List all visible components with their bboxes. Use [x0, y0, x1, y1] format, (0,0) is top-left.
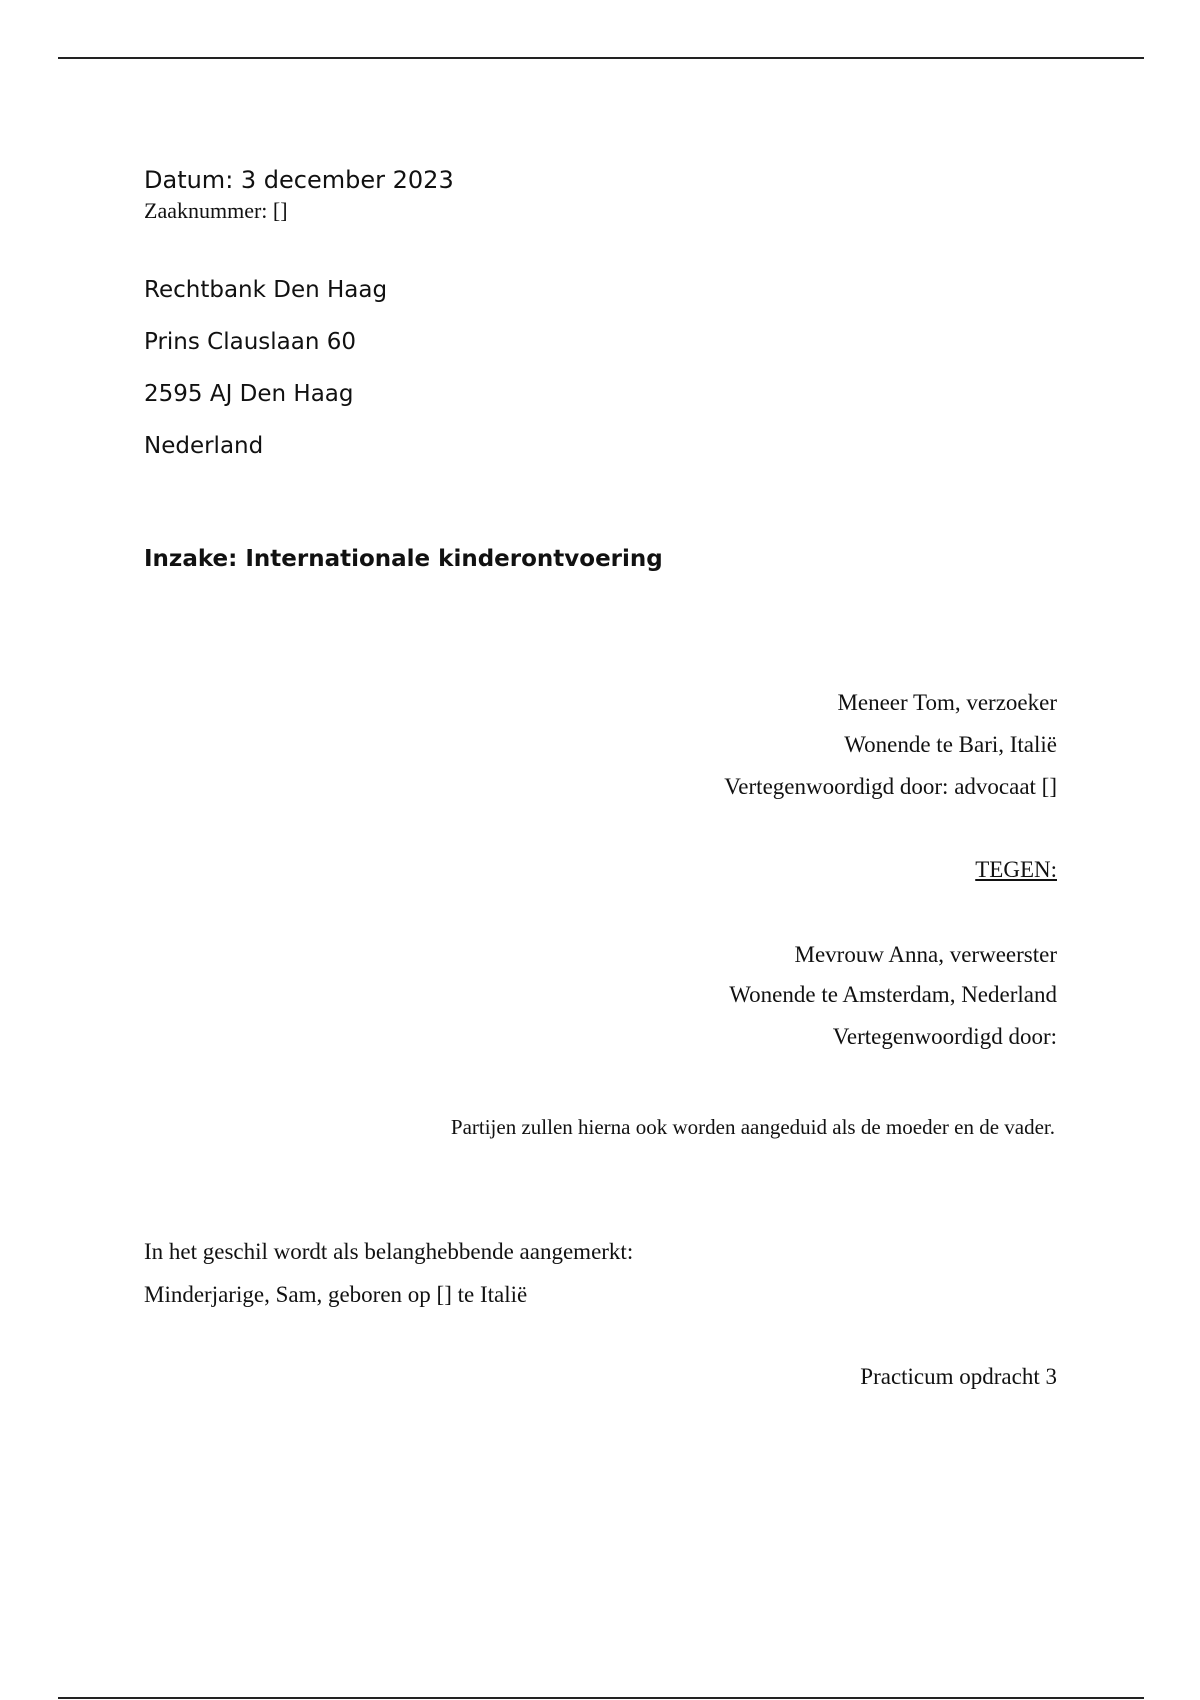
- requester-line: Wonende te Bari, Italië: [844, 732, 1057, 757]
- respondent-line: Vertegenwoordigd door:: [832, 1024, 1057, 1049]
- bottom-rule: [58, 1697, 1144, 1699]
- respondent-line: Mevrouw Anna, verweerster: [794, 942, 1057, 967]
- requester-line: Meneer Tom, verzoeker: [837, 690, 1057, 715]
- parties-note: Partijen zullen hierna ook worden aangeduid als de moeder en de vader.: [450, 1115, 1055, 1139]
- interested-party-line: In het geschil wordt als belanghebbende aangemerkt:: [144, 1239, 634, 1264]
- subject-heading: Inzake: Internationale kinderontvoering: [144, 546, 663, 572]
- document-date: Datum: 3 december 2023: [144, 166, 454, 194]
- versus-label: TEGEN:: [975, 857, 1057, 882]
- interested-party-line: Minderjarige, Sam, geboren op [] te Italië: [144, 1282, 528, 1307]
- case-number: Zaaknummer: []: [144, 198, 288, 223]
- respondent-line: Wonende te Amsterdam, Nederland: [729, 982, 1057, 1007]
- practicum-label: Practicum opdracht 3: [860, 1364, 1057, 1389]
- addressee-line: Prins Clauslaan 60: [144, 329, 357, 355]
- requester-line: Vertegenwoordigd door: advocaat []: [724, 774, 1057, 799]
- top-rule: [58, 57, 1144, 59]
- addressee-line: 2595 AJ Den Haag: [144, 381, 354, 407]
- addressee-line: Nederland: [144, 433, 264, 459]
- addressee-line: Rechtbank Den Haag: [144, 277, 388, 303]
